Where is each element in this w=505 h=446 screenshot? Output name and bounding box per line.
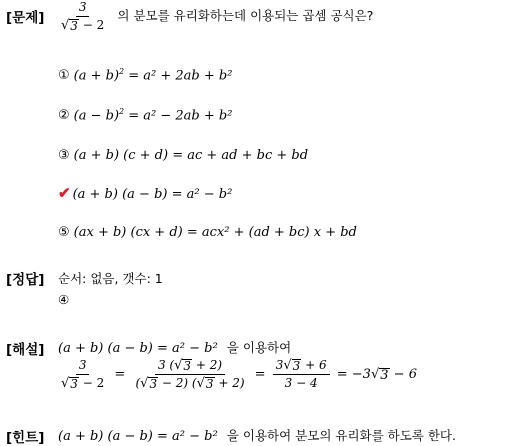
question-fraction — [58, 0, 107, 33]
option-marker: ③ — [58, 148, 70, 163]
radicand: 3 — [70, 19, 78, 33]
answer-label: [정답] — [6, 272, 45, 288]
question-label: [문제] — [6, 10, 45, 26]
option-5: ⑤ (ax + b) (cx + d) = acx² + (ad + bc) x + bd — [58, 225, 357, 240]
option-marker: ② — [58, 108, 70, 124]
hint-label: [힌트] — [6, 430, 45, 446]
explanation-line1: (a + b) (a − b) = a² − b² 을 이용하여 — [58, 340, 292, 356]
question-stem — [58, 0, 373, 33]
explanation-derivation: 3 √ 3 − 2 = 3 ( √ 3 + 2) ( √ 3 − 2) ( √ 3 + 2) = 3 √ 3 + 6 3 − 4 = −3 √ 3 − 6 — [58, 358, 417, 391]
option-4-correct: ✔ (a + b) (a − b) = a² − b² — [58, 184, 233, 202]
question-text: 의 분모를 유리화하는데 이용되는 곱셈 공식은? — [117, 8, 374, 23]
hint-text: (a + b) (a − b) = a² − b² 을 이용하여 분모의 유리화를 하도록 한다. — [58, 428, 456, 444]
option-1: ① $(a + b)^2 = a^2 + 2ab + b^2$ — [58, 67, 233, 84]
option-2: ② $(a - b)^2 = a^2 - 2ab + b^2$ — [58, 107, 233, 124]
answer-value: ④ — [58, 292, 70, 307]
fraction-denominator: √ 3 − 2 — [61, 18, 105, 33]
fraction-numerator: 3 — [76, 0, 90, 17]
checkmark-icon: ✔ — [58, 184, 71, 202]
option-marker: ① — [58, 68, 70, 84]
fraction-b: 3 ( √ 3 + 2) ( √ 3 − 2) ( √ 3 + 2) — [135, 358, 245, 391]
explanation-label: [해설] — [6, 342, 45, 358]
fraction-c: 3 √ 3 + 6 3 − 4 — [273, 358, 330, 391]
fraction-a: 3 √ 3 − 2 — [61, 358, 105, 391]
option-3: ③ (a + b) (c + d) = ac + ad + bc + bd — [58, 148, 309, 163]
answer-meta: 순서: 없음, 갯수: 1 — [58, 271, 163, 286]
result: = −3 √ 3 − 6 — [336, 367, 417, 383]
option-marker: ⑤ — [58, 225, 70, 240]
